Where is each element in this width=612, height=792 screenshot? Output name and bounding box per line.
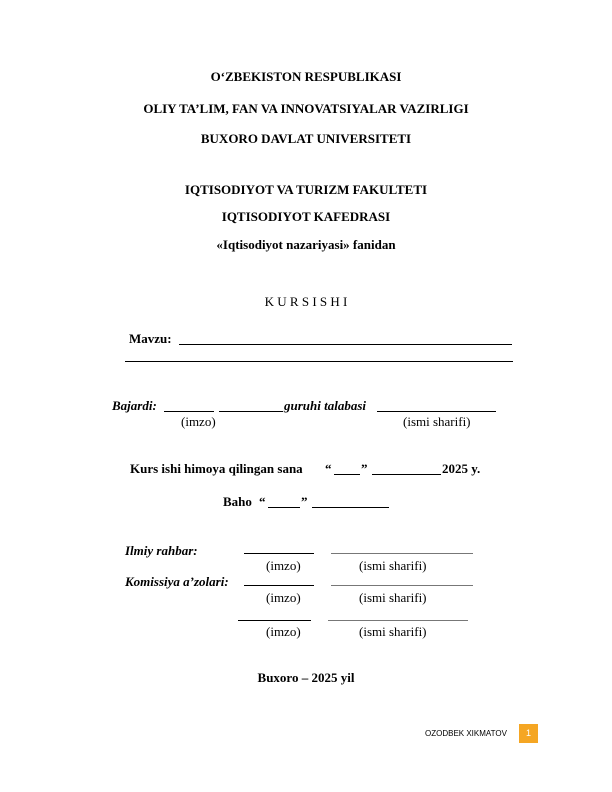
- topic-label: Mavzu:: [129, 331, 172, 346]
- supervisor-name-line: [331, 553, 473, 554]
- grade-label: Baho: [223, 494, 252, 509]
- commission-1-name-line: [331, 585, 473, 586]
- group-number-line: [219, 411, 283, 412]
- ministry-title: OLIY TA’LIM, FAN VA INNOVATSIYALAR VAZIRLIGI: [143, 101, 469, 116]
- defense-day-line: [334, 474, 360, 475]
- topic-line-1: [179, 344, 512, 345]
- page-number-badge: [519, 724, 538, 743]
- commission-2-imzo-caption: (imzo): [266, 624, 301, 639]
- department-title: IQTISODIYOT KAFEDRASI: [221, 209, 391, 224]
- grade-value-line: [268, 507, 300, 508]
- country-title: O‘ZBEKISTON RESPUBLIKASI: [210, 69, 402, 84]
- defense-month-line: [372, 474, 441, 475]
- topic-line-2: [125, 361, 513, 362]
- supervisor-ismi-caption: (ismi sharifi): [359, 558, 427, 573]
- commission-1-ismi-caption: (ismi sharifi): [359, 590, 427, 605]
- commission-label: Komissiya a’zolari:: [125, 574, 229, 589]
- commission-2-signature-line: [238, 620, 311, 621]
- commission-2-name-line: [328, 620, 468, 621]
- commission-1-imzo-caption: (imzo): [266, 590, 301, 605]
- bajardi-ismi-caption: (ismi sharifi): [403, 414, 471, 429]
- bajardi-signature-line: [164, 411, 214, 412]
- supervisor-signature-line: [244, 553, 314, 554]
- student-name-line: [377, 411, 496, 412]
- grade-close-quote: ”: [301, 494, 308, 509]
- commission-1-signature-line: [244, 585, 314, 586]
- grade-open-quote: “: [259, 494, 266, 509]
- defense-year: 2025 y.: [442, 461, 481, 476]
- grade-text-line: [312, 507, 389, 508]
- defense-date-label: Kurs ishi himoya qilingan sana: [130, 461, 303, 476]
- university-title: BUXORO DAVLAT UNIVERSITETI: [200, 131, 412, 146]
- page-number: 1: [525, 728, 531, 738]
- defense-close-quote: ”: [361, 461, 368, 476]
- group-student-label: guruhi talabasi: [284, 398, 367, 413]
- document-title: K U R S I S H I: [264, 294, 348, 309]
- bajardi-label: Bajardi:: [112, 398, 157, 413]
- supervisor-label: Ilmiy rahbar:: [125, 543, 198, 558]
- defense-open-quote: “: [325, 461, 332, 476]
- faculty-title: IQTISODIYOT VA TURIZM FAKULTETI: [184, 182, 428, 197]
- commission-2-ismi-caption: (ismi sharifi): [359, 624, 427, 639]
- city-year: Buxoro – 2025 yil: [257, 670, 355, 685]
- subject-title: «Iqtisodiyot nazariyasi» fanidan: [216, 237, 396, 252]
- bajardi-imzo-caption: (imzo): [181, 414, 216, 429]
- supervisor-imzo-caption: (imzo): [266, 558, 301, 573]
- footer-author: OZODBEK XIKMATOV: [425, 729, 507, 738]
